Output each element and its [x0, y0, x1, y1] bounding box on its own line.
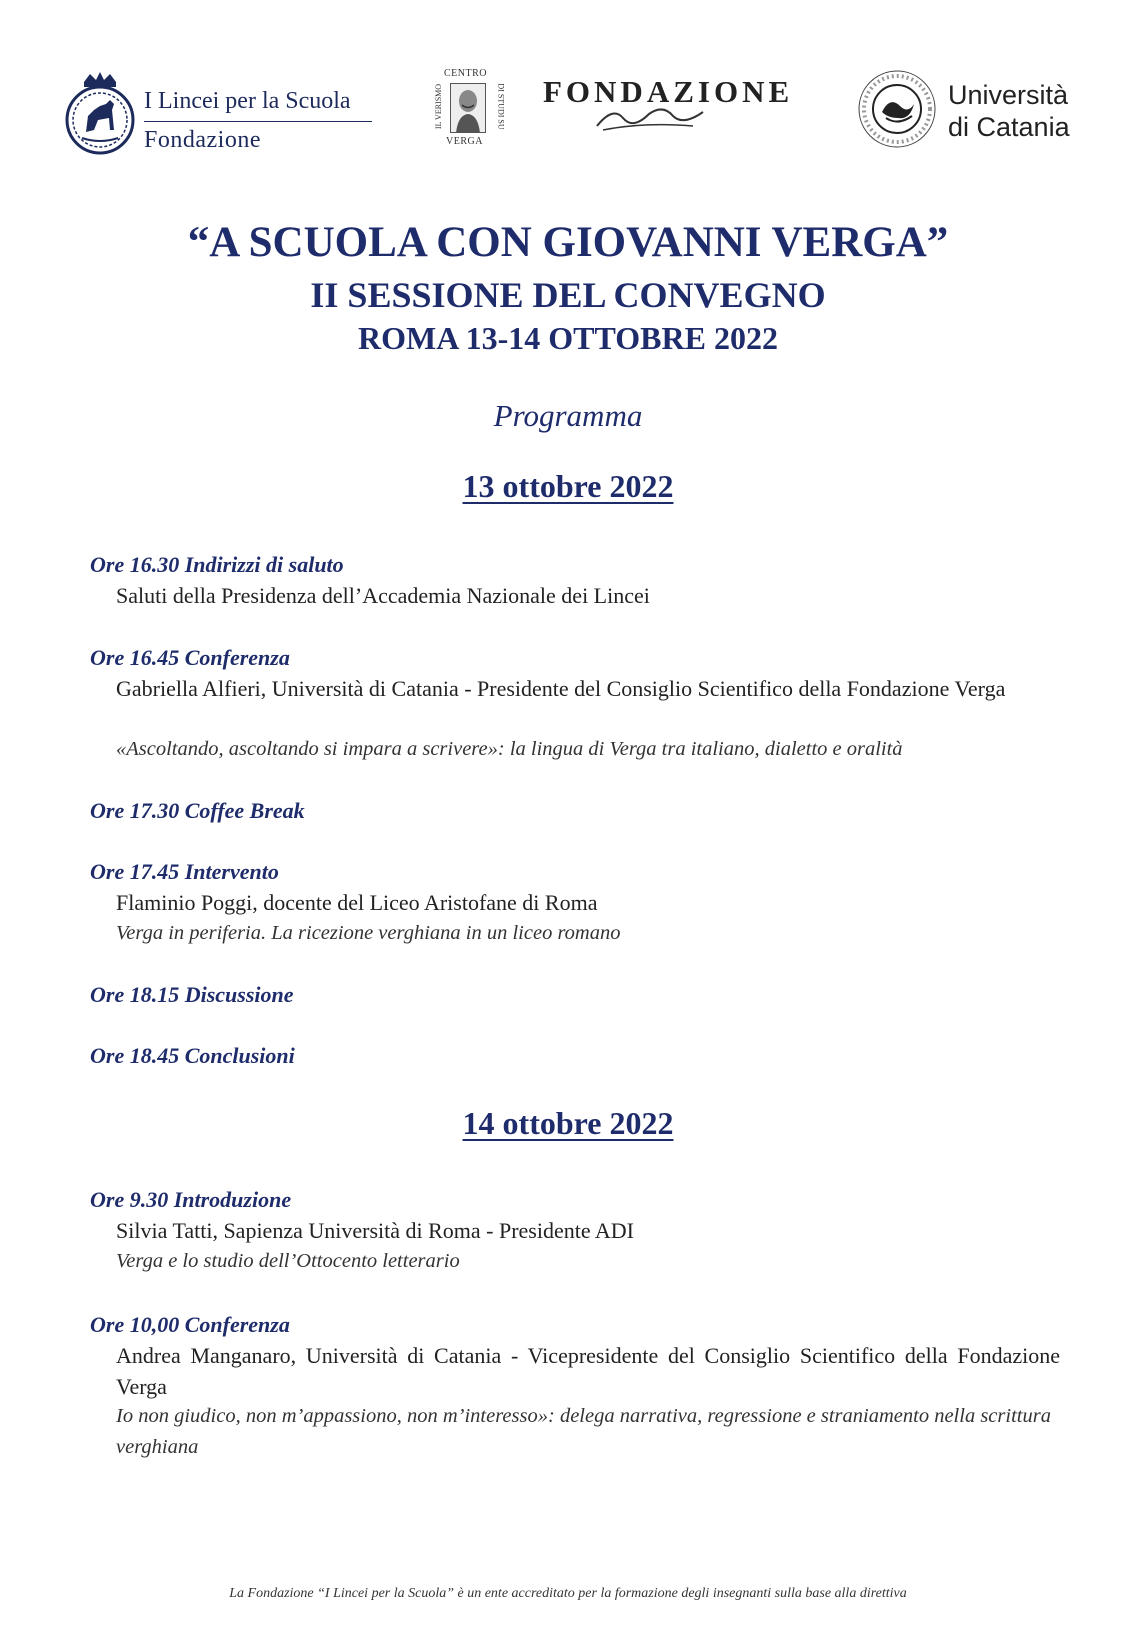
- slot-label: Ore 17.30 Coffee Break: [90, 798, 305, 823]
- talk-title: «Ascoltando, ascoltando si impara a scrivere»: la lingua di Verga tra italiano, dialetto e oralità: [116, 738, 903, 760]
- fondazione-wordmark: FONDAZIONE: [543, 74, 794, 109]
- day2-heading: [0, 1105, 1136, 1142]
- speaker-line: Andrea Manganaro, Università di Catania - Vicepresidente del Consiglio Scientifico della Fondazione Verga: [116, 1343, 1060, 1399]
- event-place-date: ROMA 13-14 OTTOBRE 2022: [358, 320, 778, 356]
- unict-line1: Università: [948, 80, 1069, 110]
- unict-line2: di Catania: [948, 112, 1070, 142]
- slot-label: Ore 16.45 Conferenza: [90, 645, 290, 670]
- talk-title: Io non giudico, non m’appassiono, non m’interesso»: delega narrativa, regressione e straniamento nella scrittura verghiana: [116, 1405, 1051, 1458]
- centro-bottom-text: VERGA: [446, 136, 483, 147]
- lincei-line1: I Lincei per la Scuola: [144, 88, 351, 114]
- fondazione-verga-logo: [543, 74, 794, 144]
- unict-seal-icon: [856, 68, 938, 150]
- programma-label: Programma: [493, 398, 643, 433]
- centro-left-text: IL VERISMO: [434, 83, 444, 130]
- logo-row: [0, 62, 1136, 162]
- verga-portrait-icon: [450, 83, 486, 133]
- lincei-crest-icon: [64, 70, 136, 155]
- speaker-line: Silvia Tatti, Sapienza Università di Roma - Presidente ADI: [116, 1218, 635, 1243]
- slot-label: Ore 16.30 Indirizzi di saluto: [90, 552, 344, 577]
- speaker-line: Gabriella Alfieri, Università di Catania - Presidente del Consiglio Scientifico della Fondazione Verga: [116, 676, 1006, 701]
- talk-title: Verga e lo studio dell’Ottocento letterario: [116, 1250, 460, 1272]
- slot-label: Ore 18.15 Discussione: [90, 982, 294, 1007]
- day1-heading: [0, 468, 1136, 505]
- lincei-logo: [64, 70, 374, 155]
- day1-date: 13 ottobre 2022: [462, 468, 674, 504]
- centro-top-text: CENTRO: [444, 68, 487, 79]
- event-subtitle: II SESSIONE DEL CONVEGNO: [310, 275, 826, 315]
- talk-title: Verga in periferia. La ricezione verghiana in un liceo romano: [116, 922, 621, 944]
- centro-right-text: DI STUDI SU: [496, 83, 506, 130]
- slot-label: Ore 10,00 Conferenza: [90, 1312, 290, 1337]
- event-title: “A SCUOLA CON GIOVANNI VERGA”: [187, 219, 949, 266]
- slot-label: Ore 17.45 Intervento: [90, 859, 279, 884]
- centro-studi-verga-logo: [432, 70, 507, 150]
- day2-date: 14 ottobre 2022: [462, 1105, 674, 1141]
- slot-label: Ore 9.30 Introduzione: [90, 1187, 292, 1212]
- verga-signature-icon: [593, 96, 713, 136]
- footer-note: La Fondazione “I Lincei per la Scuola” è un ente accreditato per la formazione degli insegnanti sulla base alla direttiva: [229, 1586, 907, 1601]
- speaker-line: Flaminio Poggi, docente del Liceo Aristofane di Roma: [116, 890, 598, 915]
- lincei-line2: Fondazione: [144, 127, 261, 153]
- lincei-rule: [144, 121, 372, 122]
- speaker-line: Saluti della Presidenza dell’Accademia Nazionale dei Lincei: [116, 583, 650, 608]
- slot-label: Ore 18.45 Conclusioni: [90, 1043, 295, 1068]
- unict-logo: [856, 68, 1096, 158]
